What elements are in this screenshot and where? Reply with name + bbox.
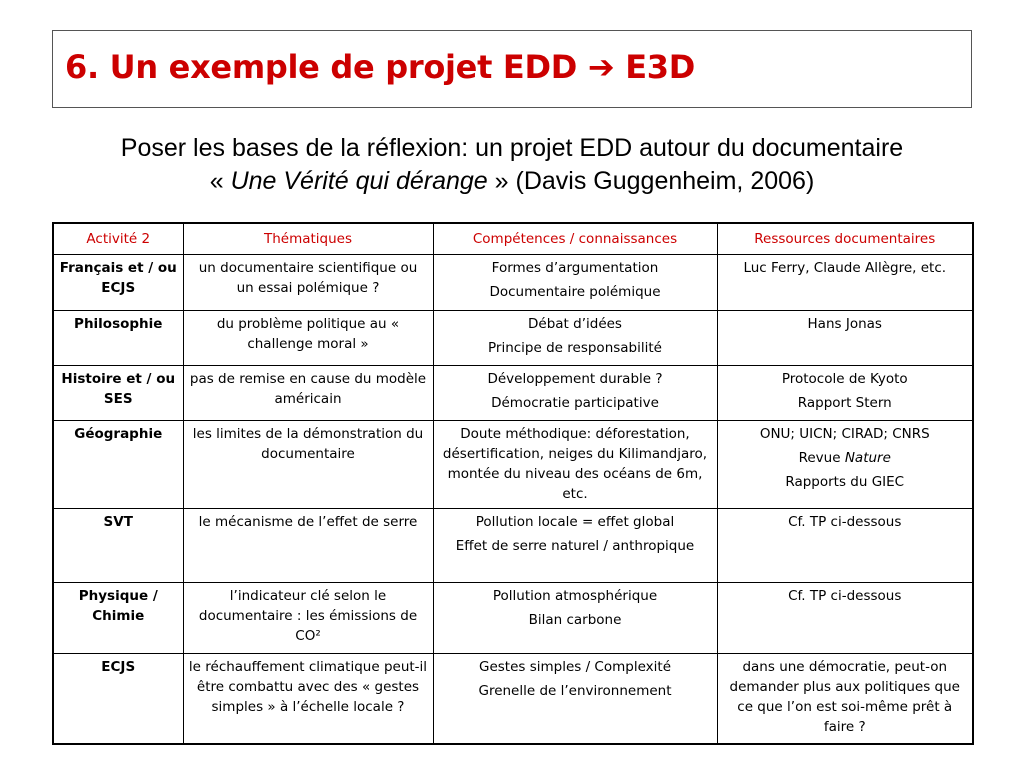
- competence-item: Démocratie participative: [491, 395, 659, 411]
- thematique-cell: du problème politique au « challenge moral »: [183, 311, 433, 366]
- revue-name: Nature: [844, 450, 891, 466]
- competence-item: Pollution atmosphérique: [492, 588, 658, 604]
- activities-table: [52, 222, 974, 745]
- table-row: [53, 421, 973, 509]
- slide-title-box: [52, 30, 972, 108]
- ressource-item: Rapports du GIEC: [785, 474, 905, 490]
- subtitle-open-quote: «: [209, 167, 231, 195]
- ressources-cell: [717, 583, 973, 654]
- competence-item: Développement durable ?: [487, 371, 663, 387]
- header-ressources: Ressources documentaires: [717, 223, 973, 255]
- documentary-title: Une Vérité qui dérange: [230, 167, 488, 195]
- thematique-cell: un documentaire scientifique ou un essai polémique ?: [183, 255, 433, 311]
- header-activite: Activité 2: [53, 223, 183, 255]
- ressource-item: ONU; UICN; CIRAD; CNRS: [759, 426, 930, 442]
- ressources-cell: [717, 654, 973, 744]
- slide-subtitle: [20, 132, 1004, 198]
- ressources-cell: [717, 311, 973, 366]
- revue-prefix: Revue: [798, 450, 845, 466]
- activite-cell: SVT: [53, 509, 183, 583]
- thematique-cell: l’indicateur clé selon le documentaire : les émissions de CO²: [183, 583, 433, 654]
- ressource-item: Luc Ferry, Claude Allègre, etc.: [743, 260, 947, 276]
- ressource-item: Cf. TP ci-dessous: [788, 588, 902, 604]
- ressource-item: Hans Jonas: [807, 316, 882, 332]
- ressources-cell: [717, 366, 973, 421]
- thematique-cell: pas de remise en cause du modèle américain: [183, 366, 433, 421]
- competences-cell: [433, 509, 717, 583]
- thematique-cell: le mécanisme de l’effet de serre: [183, 509, 433, 583]
- table-row: [53, 583, 973, 654]
- ressources-cell: [717, 509, 973, 583]
- thematique-cell: les limites de la démonstration du documentaire: [183, 421, 433, 509]
- competence-item: Doute méthodique: déforestation, désertification, neiges du Kilimandjaro, montée du niveau des océans de 6m, etc.: [442, 426, 708, 502]
- competences-cell: [433, 311, 717, 366]
- thematique-cell: le réchauffement climatique peut-il être combattu avec des « gestes simples » à l’échelle locale ?: [183, 654, 433, 744]
- competence-item: Documentaire polémique: [489, 284, 661, 300]
- competence-item: Bilan carbone: [528, 612, 622, 628]
- subtitle-line-2: [20, 165, 1004, 198]
- header-competences: Compétences / connaissances: [433, 223, 717, 255]
- competences-cell: [433, 654, 717, 744]
- competences-cell: [433, 366, 717, 421]
- competence-item: Effet de serre naturel / anthropique: [455, 538, 695, 554]
- competences-cell: [433, 583, 717, 654]
- ressources-cell: [717, 421, 973, 509]
- activite-cell: Histoire et / ou SES: [53, 366, 183, 421]
- competence-item: Principe de responsabilité: [488, 340, 662, 356]
- table-row: [53, 509, 973, 583]
- table-row: [53, 654, 973, 744]
- ressource-item: [723, 448, 968, 468]
- header-thematiques: Thématiques: [183, 223, 433, 255]
- table-header-row: [53, 223, 973, 255]
- ressources-cell: [717, 255, 973, 311]
- activite-cell: Français et / ou ECJS: [53, 255, 183, 311]
- competences-cell: [433, 421, 717, 509]
- activite-cell: Philosophie: [53, 311, 183, 366]
- competence-item: Pollution locale = effet global: [475, 514, 675, 530]
- table-row: [53, 311, 973, 366]
- activite-cell: Géographie: [53, 421, 183, 509]
- table-row: [53, 366, 973, 421]
- competence-item: Grenelle de l’environnement: [478, 683, 672, 699]
- subtitle-line-1: Poser les bases de la réflexion: un projet EDD autour du documentaire: [120, 134, 904, 162]
- competence-item: Formes d’argumentation: [491, 260, 659, 276]
- ressource-item: Protocole de Kyoto: [781, 371, 908, 387]
- subtitle-author-year: » (Davis Guggenheim, 2006): [487, 167, 815, 195]
- ressource-item: Rapport Stern: [797, 395, 892, 411]
- ressource-item: dans une démocratie, peut-on demander plus aux politiques que ce que l’on est soi-même prêt à faire ?: [729, 659, 960, 735]
- ressource-item: Cf. TP ci-dessous: [788, 514, 902, 530]
- competence-item: Gestes simples / Complexité: [478, 659, 671, 675]
- competences-cell: [433, 255, 717, 311]
- competence-item: Débat d’idées: [528, 316, 622, 332]
- activite-cell: Physique / Chimie: [53, 583, 183, 654]
- table-row: [53, 255, 973, 311]
- activite-cell: ECJS: [53, 654, 183, 744]
- slide-title: 6. Un exemple de projet EDD ➔ E3D: [65, 48, 695, 86]
